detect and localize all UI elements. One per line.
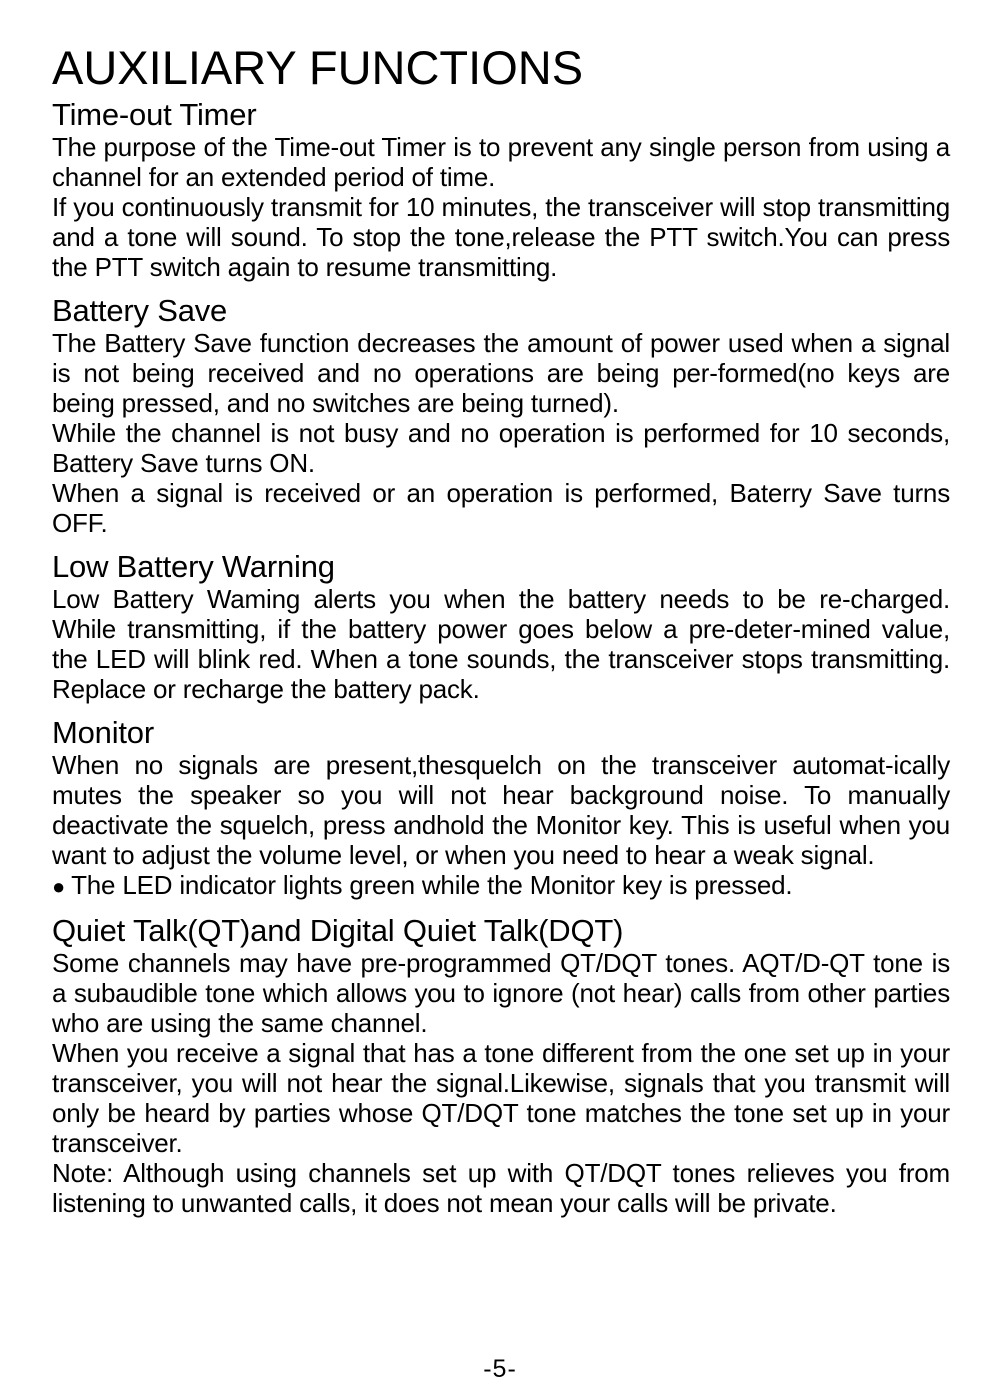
paragraph: While the channel is not busy and no operation is performed for 10 seconds, Battery Save turns ON. — [52, 418, 950, 478]
paragraph: When a signal is received or an operation is performed, Baterry Save turns OFF. — [52, 478, 950, 538]
section-battery-save — [52, 294, 950, 538]
paragraph: If you continuously transmit for 10 minutes, the transceiver will stop transmitting and a tone will sound. To stop the tone,release the PTT switch.You can press the PTT switch again to resume transmitting. — [52, 192, 950, 282]
paragraph: Note: Although using channels set up with QT/DQT tones relieves you from listening to unwanted calls, it does not mean your calls will be private. — [52, 1158, 950, 1218]
paragraph: When you receive a signal that has a tone different from the one set up in your transceiver, you will not hear the signal.Likewise, signals that you transmit will only be heard by parties whose QT/DQT tone matches the tone set up in your transceiver. — [52, 1038, 950, 1158]
paragraph: Low Battery Waming alerts you when the battery needs to be re-charged. While transmitting, if the battery power goes below a pre-deter-mined value, the LED will blink red. When a tone sounds, the transceiver stops transmitting. Replace or recharge the battery pack. — [52, 584, 950, 704]
paragraph: The Battery Save function decreases the amount of power used when a signal is not being received and no operations are being per-formed(no keys are being pressed, and no switches are being turned). — [52, 328, 950, 418]
section-low-battery-warning — [52, 550, 950, 704]
section-heading: Low Battery Warning — [52, 549, 335, 584]
bullet-icon: ● — [52, 874, 66, 899]
section-quiet-talk — [52, 914, 950, 1218]
page-number: -5- — [483, 1355, 517, 1383]
section-heading: Quiet Talk(QT)and Digital Quiet Talk(DQT) — [52, 913, 624, 948]
paragraph: When no signals are present,thesquelch on the transceiver automat-ically mutes the speaker so you will not hear background noise. To manually deactivate the squelch, press andhold the Monitor key. This is useful when you want to adjust the volume level, or when you need to hear a weak signal. — [52, 750, 950, 870]
page-title: AUXILIARY FUNCTIONS — [52, 41, 584, 94]
paragraph: Some channels may have pre-programmed QT/DQT tones. AQT/D-QT tone is a subaudible tone which allows you to ignore (not hear) calls from other parties who are using the same channel. — [52, 948, 950, 1038]
paragraph: The purpose of the Time-out Timer is to prevent any single person from using a channel for an extended period of time. — [52, 132, 950, 192]
section-time-out-timer — [52, 98, 950, 282]
section-heading: Monitor — [52, 715, 154, 750]
bullet-note — [52, 870, 950, 902]
manual-page — [52, 42, 950, 1218]
section-monitor — [52, 716, 950, 902]
section-heading: Time-out Timer — [52, 97, 257, 132]
bullet-text: The LED indicator lights green while the Monitor key is pressed. — [71, 870, 793, 900]
section-heading: Battery Save — [52, 293, 228, 328]
